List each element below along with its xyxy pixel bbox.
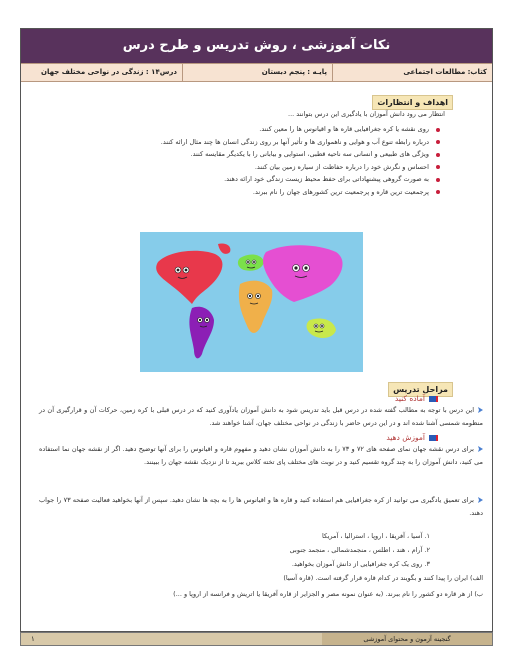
flag-icon: [429, 396, 438, 402]
book-label: کتاب:: [467, 68, 487, 76]
page-title: نکات آموزشی ، روش تدریس و طرح درس: [21, 29, 492, 63]
teaching-heading: مراحل تدریس: [388, 382, 453, 397]
answer-line: ب) از هر قاره دو کشور را نام ببرند. (به عنوان نمونه مصر و الجزایر از قاره آفریقا یا اتریش و فرانسه از اروپا و ...): [173, 590, 483, 598]
goal-item: پرجمعیت ترین قاره و پرجمعیت ترین کشورهای جهان را نام ببرند.: [3, 186, 443, 199]
prepare-paragraph: [39, 404, 483, 429]
grade-cell: [182, 64, 332, 81]
teach-subheading: [386, 433, 438, 442]
goal-item: ویژگی های طبیعی و انسانی سه ناحیه قطبی، استوایی و بیابانی را با یکدیگر مقایسه کنند.: [3, 148, 443, 161]
grade-value: پنجم دبستان: [261, 68, 305, 76]
prepare-subheading: [395, 394, 438, 403]
goal-item: احساس و نگرش خود را درباره حفاظت از سیاره زمین بیان کنند.: [3, 161, 443, 174]
teach-title: آموزش دهید: [386, 433, 425, 442]
flag-icon: [429, 435, 438, 441]
page-number: ۱: [31, 635, 35, 643]
answer-line: ۳. روی یک کره جغرافیایی از دانش آموزان بخواهید.: [291, 560, 430, 568]
goals-list: [3, 123, 443, 199]
goals-heading: اهداف و انتظارات: [372, 95, 453, 110]
arrow-icon: [477, 497, 483, 503]
goal-item: درباره رابطه تنوع آب و هوایی و ناهمواری ها و تأثیر آنها بر روی زندگی انسان ها چند مثال ارائه کنند.: [3, 136, 443, 149]
world-map-illustration: [140, 232, 363, 372]
deepen-text: برای تعمیق یادگیری می توانید از کره جغرافیایی هم استفاده کنید و قاره ها و اقیانوس ها را به بچه ها نشان دهید. سپس از آنها بخواهید فعالیت صفحه ۷۳ را جواب دهند.: [39, 496, 483, 517]
answer-line: ۲. آرام ، هند ، اطلس ، منجمدشمالی ، منجمد جنوبی: [289, 546, 430, 554]
answer-line: ۱. آسیا ، آفریقا ، اروپا ، استرالیا ، آمریکا: [322, 532, 430, 540]
deepen-paragraph: [39, 494, 483, 519]
goals-intro: انتظار می رود دانش آموزان با یادگیری این درس بتوانند ...: [288, 110, 445, 118]
grade-label: پایـه :: [307, 68, 327, 76]
arrow-icon: [477, 446, 483, 452]
teach-paragraph: [39, 443, 483, 468]
arrow-icon: [477, 407, 483, 413]
goal-item: روی نقشه یا کره جغرافیایی قاره ها و اقیانوس ها را معین کنند.: [3, 123, 443, 136]
goal-item: به صورت گروهی پیشنهاداتی برای حفظ محیط زیست زندگی خود ارائه دهند.: [3, 173, 443, 186]
answer-line: الف) ایران را پیدا کنند و بگویند در کدام قاره قرار گرفته است. (قاره آسیا): [283, 574, 483, 582]
lesson-title: درس۱۴ : زندگی در نواحی مختلف جهان: [41, 68, 177, 76]
book-value: مطالعات اجتماعی: [403, 68, 466, 76]
book-cell: [332, 64, 492, 81]
page-footer: [20, 632, 493, 646]
lesson-info-bar: [21, 63, 492, 82]
lesson-cell: [21, 64, 182, 81]
prepare-text: این درس با توجه به مطالب گفته شده در درس قبل باید تدریس شود به دانش آموزان یادآوری کنید که در درس قبلی با کره زمین، حرکات آن و قرارگیری آن در منظومه شمسی آشنا شده اند و در این درس حاضر با زندگی در نواحی مختلف جهان، آشنا خواهند شد.: [39, 406, 483, 427]
footer-label: گنجینه آزمون و محتوای آموزشی: [322, 633, 492, 645]
teach-text: برای درس نقشه جهان نمای صفحه های ۷۲ و ۷۳ را به دانش آموزان نشان دهید و مفهوم قاره و اقیانوس را برای آنها توضیح دهید. اگر از نقشه جهان نما استفاده می کنید، دانش آموزان را به چند گروه تقسیم کنید و در نوبت های مختلف پای تخته کلاس ببرید تا از نزدیک نقشه جهان را ببینند.: [39, 445, 483, 466]
prepare-title: آماده کنید: [394, 394, 425, 403]
